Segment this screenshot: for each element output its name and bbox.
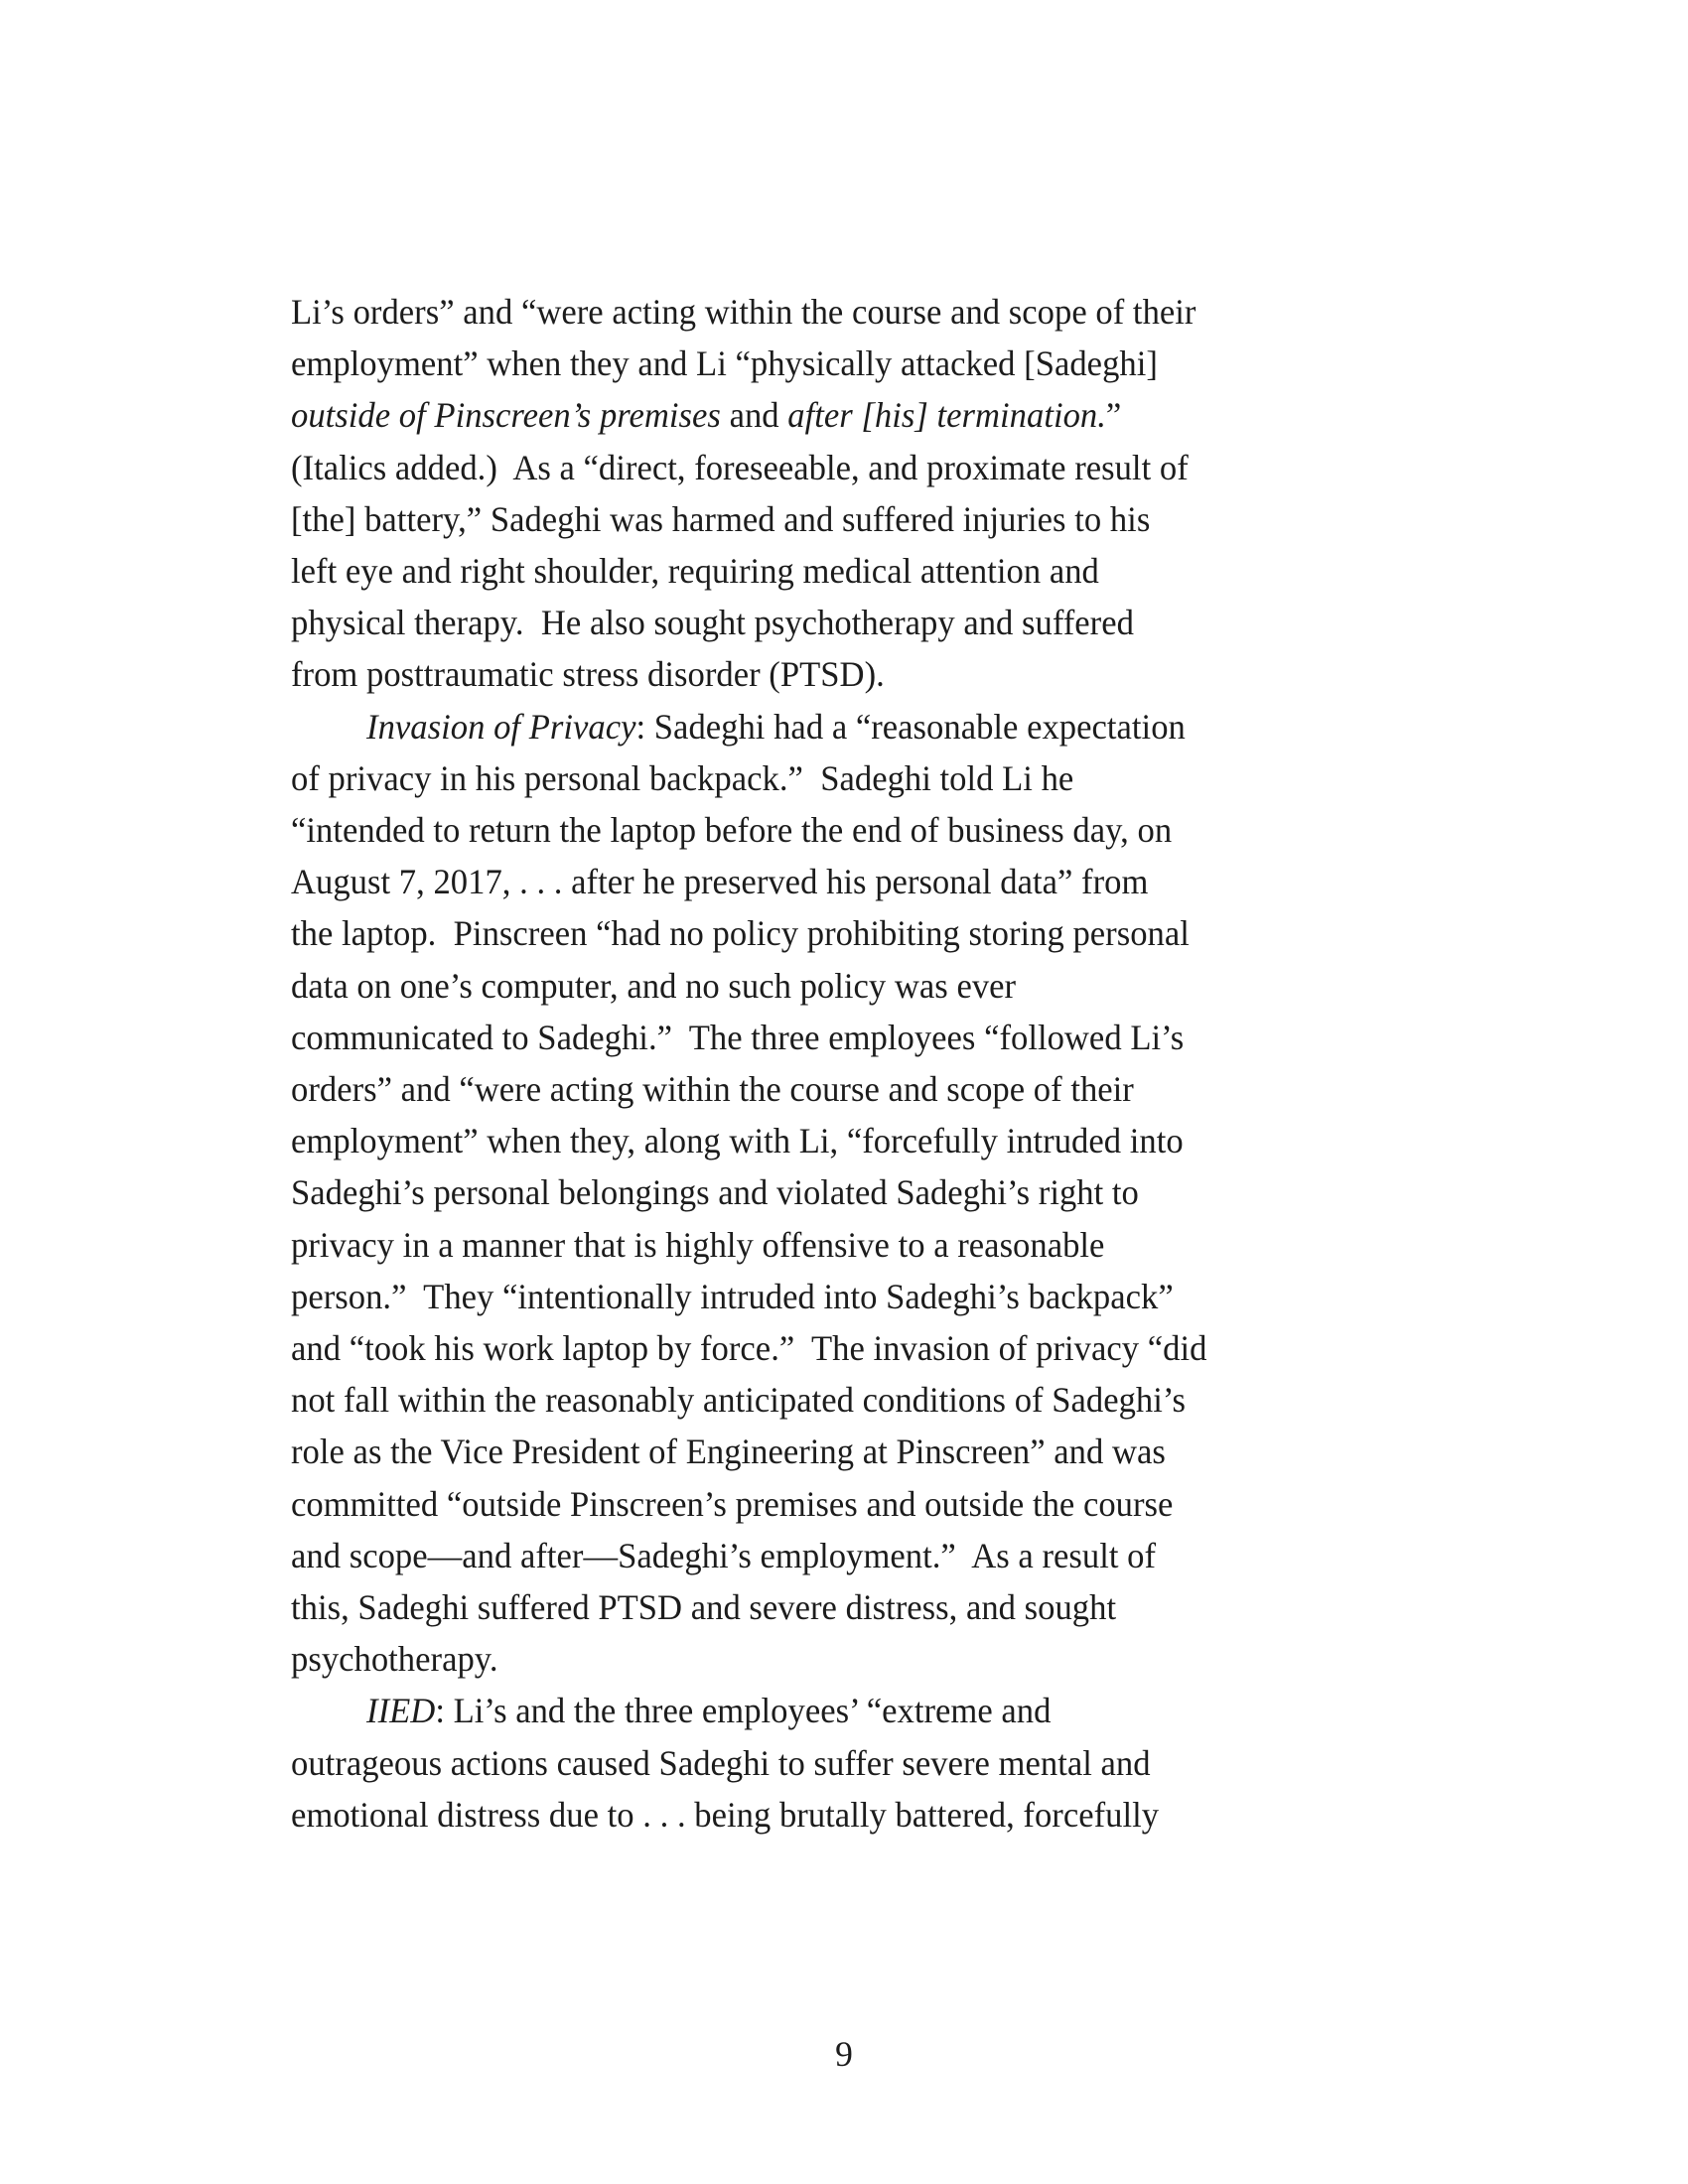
text-line (291, 286, 1346, 338)
text-run: orders” and “were acting within the course and scope of their (291, 1069, 1134, 1110)
text-line (291, 701, 1346, 752)
text-run: : Li’s and the three employees’ “extreme and (435, 1691, 1052, 1731)
text-line (291, 1737, 1346, 1789)
text-run: : Sadeghi had a “reasonable expectation (635, 706, 1186, 747)
text-run: “intended to return the laptop before the end of business day, on (291, 810, 1173, 851)
text-line (291, 1115, 1346, 1166)
text-line (291, 1789, 1346, 1841)
italic-run: Invasion of Privacy (366, 706, 636, 747)
text-run: and scope—and after—Sadeghi’s employment.” As a result of (291, 1535, 1157, 1575)
text-line (291, 804, 1346, 856)
text-run: employment” when they, along with Li, “forcefully intruded into (291, 1121, 1184, 1161)
text-line (291, 545, 1346, 597)
text-run: Sadeghi’s personal belongings and violated Sadeghi’s right to (291, 1172, 1139, 1213)
text-run: and “took his work laptop by force.” The invasion of privacy “did (291, 1328, 1207, 1369)
text-line (291, 1219, 1346, 1271)
text-line (291, 1685, 1346, 1736)
text-run: from posttraumatic stress disorder (PTSD). (291, 654, 885, 695)
text-line (291, 442, 1346, 493)
text-line (291, 1012, 1346, 1063)
text-line (291, 1166, 1346, 1218)
text-run: this, Sadeghi suffered PTSD and severe distress, and sought (291, 1587, 1117, 1628)
text-line (291, 1426, 1346, 1477)
text-run: employment” when they and Li “physically attacked [Sadeghi] (291, 343, 1158, 384)
paragraph (291, 701, 1373, 1686)
text-line (291, 752, 1346, 804)
text-line (291, 389, 1346, 441)
text-line (291, 1322, 1346, 1374)
text-line (291, 1063, 1346, 1115)
text-run: the laptop. Pinscreen “had no policy prohibiting storing personal (291, 913, 1190, 954)
text-line (291, 960, 1346, 1012)
page-body-text (291, 286, 1373, 1841)
text-line (291, 856, 1346, 907)
text-run: person.” They “intentionally intruded into Sadeghi’s backpack” (291, 1276, 1174, 1316)
text-run: (Italics added.) As a “direct, foreseeable, and proximate result of (291, 447, 1189, 487)
text-run: data on one’s computer, and no such policy was ever (291, 965, 1017, 1006)
text-run: Li’s orders” and “were acting within the course and scope of their (291, 292, 1196, 332)
text-line (291, 1374, 1346, 1426)
text-run: privacy in a manner that is highly offensive to a reasonable (291, 1224, 1105, 1265)
text-run: and (720, 395, 788, 436)
text-run: emotional distress due to . . . being brutally battered, forcefully (291, 1794, 1160, 1835)
text-line (291, 648, 1346, 700)
page-number: 9 (835, 2034, 853, 2074)
text-run: of privacy in his personal backpack.” Sadeghi told Li he (291, 757, 1074, 798)
text-line (291, 338, 1346, 389)
text-line (291, 597, 1346, 648)
text-run: role as the Vice President of Engineering at Pinscreen” and was (291, 1432, 1166, 1472)
text-run: [the] battery,” Sadeghi was harmed and suffered injuries to his (291, 498, 1151, 539)
text-line (291, 907, 1346, 959)
text-run: August 7, 2017, . . . after he preserved his personal data” from (291, 862, 1149, 902)
text-run: communicated to Sadeghi.” The three employees “followed Li’s (291, 1017, 1185, 1057)
text-run: left eye and right shoulder, requiring medical attention and (291, 551, 1099, 592)
italic-run: outside of Pinscreen’s premises (291, 395, 721, 436)
text-line (291, 493, 1346, 545)
text-run: psychotherapy. (291, 1639, 498, 1680)
text-run: not fall within the reasonably anticipated conditions of Sadeghi’s (291, 1380, 1187, 1421)
text-run: committed “outside Pinscreen’s premises and outside the course (291, 1483, 1174, 1524)
italic-run: after [his] termination. (787, 395, 1106, 436)
text-line (291, 1271, 1346, 1322)
text-line (291, 1478, 1346, 1530)
text-line (291, 1633, 1346, 1685)
paragraph (291, 1685, 1373, 1841)
text-run: outrageous actions caused Sadeghi to suffer severe mental and (291, 1742, 1151, 1783)
text-run: physical therapy. He also sought psychotherapy and suffered (291, 603, 1134, 643)
paragraph (291, 286, 1373, 701)
italic-run: IIED (366, 1691, 436, 1731)
text-run: ” (1105, 395, 1122, 436)
text-line (291, 1530, 1346, 1581)
text-line (291, 1581, 1346, 1633)
